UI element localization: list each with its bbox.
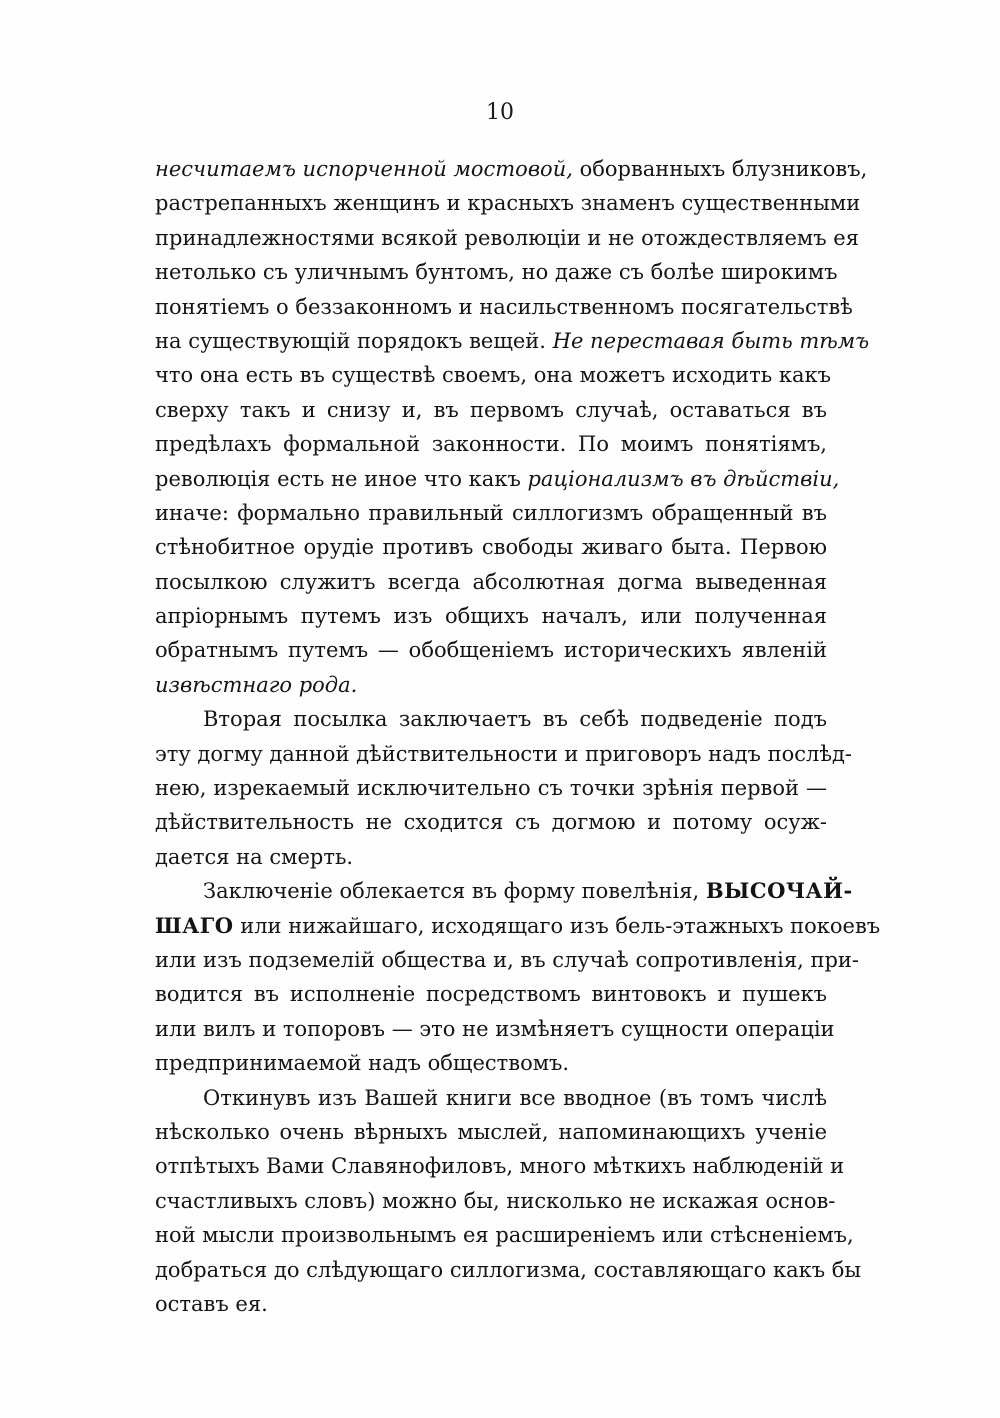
text-segment: оставъ ея. [155, 1291, 268, 1316]
text-segment: несчитаемъ испорченной мостовой, [155, 157, 573, 181]
text-segment: предпринимаемой надъ обществомъ. [155, 1051, 570, 1076]
text-segment: иначе: формально правильный силлогизмъ обращенный въ [155, 500, 827, 525]
text-segment: раціонализмъ въ дѣйствіи, [527, 466, 840, 491]
text-segment: что она есть въ существѣ своемъ, она можетъ исходить какъ [155, 363, 831, 388]
text-line [155, 462, 840, 496]
text-segment: или изъ подземелій общества и, въ случаѣ сопротивленія, при- [155, 947, 860, 972]
text-segment: ВЫСОЧАЙ- [705, 878, 853, 904]
text-segment: посылкою служитъ всегда абсолютная догма выведенная [155, 569, 827, 594]
text-line [155, 874, 853, 908]
text-line [155, 909, 881, 943]
text-line [155, 1115, 827, 1149]
text-segment: Не переставая быть тѣмъ [545, 328, 870, 353]
text-line [155, 977, 827, 1011]
text-segment: или нижайшаго, исходящаго изъ бель-этажныхъ покоевъ [233, 913, 881, 938]
text-line [155, 221, 859, 255]
text-line [155, 805, 827, 839]
text-line [155, 1012, 835, 1046]
text-line [155, 427, 827, 461]
page-number: 10 [486, 100, 514, 125]
text-line [155, 1046, 827, 1080]
text-line [155, 530, 827, 564]
paragraph [155, 1081, 862, 1322]
text-segment: счастливыхъ словъ) можно бы, нисколько не искажая основ- [155, 1188, 836, 1213]
text-segment: извѣстнаго рода. [155, 672, 358, 697]
text-segment: на существующій порядокъ вещей. [155, 328, 546, 353]
text-segment: отпѣтыхъ Вами Славянофиловъ, много мѣткихъ наблюденій и [155, 1154, 845, 1179]
paragraph [155, 152, 870, 702]
text-line [155, 840, 827, 874]
text-line [155, 393, 827, 427]
text-segment: оборванныхъ блузниковъ, [572, 157, 868, 181]
text-segment: нетолько съ уличнымъ бунтомъ, но даже съ болѣе широкимъ [155, 260, 838, 285]
text-line [155, 565, 827, 599]
text-segment: Заключеніе облекается въ форму повелѣнія, [203, 879, 706, 904]
text-segment: понятіемъ о беззаконномъ и насильственномъ посягательствѣ [155, 294, 853, 319]
text-segment: апріорнымъ путемъ изъ общихъ началъ, или полученная [155, 604, 827, 629]
text-segment: добраться до слѣдующаго силлогизма, составляющаго какъ бы [155, 1257, 862, 1282]
text-line [155, 633, 827, 667]
text-segment: ной мысли произвольнымъ ея расширеніемъ или стѣсненіемъ, [155, 1223, 854, 1248]
text-segment: стѣнобитное орудіе противъ свободы живаго быта. Первою [155, 535, 827, 560]
text-segment: сверху такъ и снизу и, въ первомъ случаѣ, оставаться въ [155, 397, 827, 422]
text-segment: Вторая посылка заключаетъ въ себѣ подведеніе подъ [203, 707, 827, 732]
text-line [155, 496, 827, 530]
text-line [155, 290, 853, 324]
text-segment: нѣсколько очень вѣрныхъ мыслей, напоминающихъ ученіе [155, 1119, 827, 1144]
text-line [155, 255, 838, 289]
text-line [155, 1149, 845, 1183]
text-segment: эту догму данной дѣйствительности и приговоръ надъ послѣд- [155, 741, 853, 766]
text-line [155, 737, 853, 771]
text-line [155, 702, 827, 736]
text-line [155, 1184, 836, 1218]
text-segment: водится въ исполненіе посредствомъ винтовокъ и пушекъ [155, 982, 827, 1007]
text-line [155, 186, 861, 220]
text-line [155, 324, 870, 358]
text-line [155, 1081, 827, 1115]
text-segment: ШАГО [155, 912, 234, 938]
text-segment: дѣйствительность не сходится съ догмою и потому осуж- [155, 810, 827, 835]
text-line [155, 152, 868, 186]
text-segment: обратнымъ путемъ — обобщеніемъ историческихъ явленій [155, 638, 827, 663]
text-segment: революція есть не иное что какъ [155, 466, 528, 491]
text-segment: растрепанныхъ женщинъ и красныхъ знаменъ существенными [155, 191, 861, 216]
text-body [155, 152, 881, 1321]
paragraph [155, 874, 881, 1080]
text-segment: дается на смерть. [155, 844, 354, 869]
paragraph [155, 702, 853, 874]
text-segment: или вилъ и топоровъ — это не измѣняетъ сущности операціи [155, 1016, 835, 1041]
text-line [155, 668, 827, 702]
text-line [155, 771, 827, 805]
text-line [155, 599, 827, 633]
text-segment: Откинувъ изъ Вашей книги все вводное (въ томъ числѣ [203, 1085, 827, 1110]
text-line [155, 943, 860, 977]
text-line [155, 358, 831, 392]
text-line [155, 1287, 827, 1321]
text-segment: нею, изрекаемый исключительно съ точки зрѣнія первой — [155, 776, 827, 801]
text-segment: принадлежностями всякой революціи и не отождествляемъ ея [155, 225, 859, 250]
text-line [155, 1218, 854, 1252]
text-segment: предѣлахъ формальной законности. По моимъ понятіямъ, [155, 432, 827, 457]
text-line [155, 1253, 862, 1287]
